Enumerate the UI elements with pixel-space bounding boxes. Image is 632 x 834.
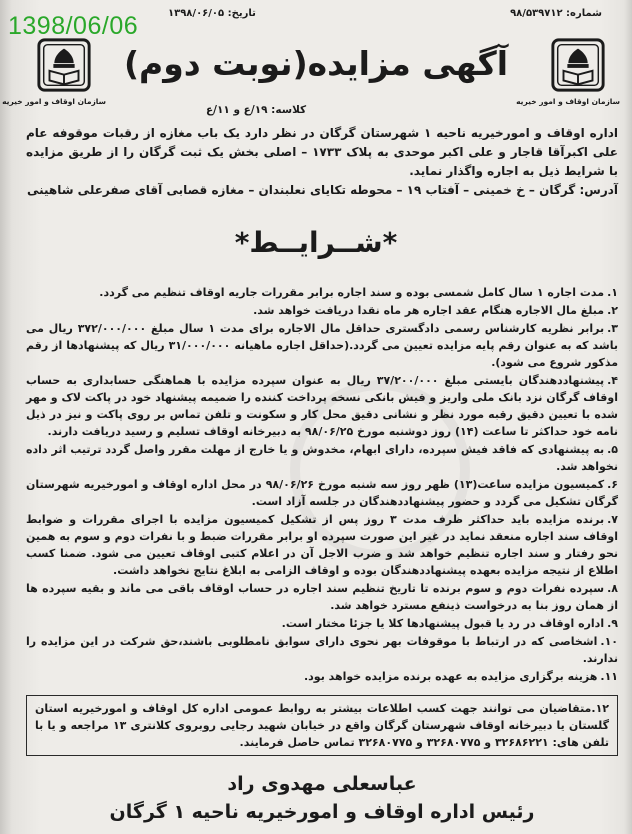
condition-text: پیشنهاددهندگان بایستی مبلغ ۳۷/۲۰۰/۰۰۰ ریال به عنوان سپرده مزایده با هماهنگی حسابداری به حساب اوقاف گرگان نزد بانک ملی واریز و فیش بانکی نسخه پرداخت کننده را ضمیمه پیشنهاد خود در پاکت لاک و مهر شده با تعیین دقیق رقبه مورد نظر و نشانی دقیق محل کار و سکونت و تلفن تماس بر روی پاکت و نیز در ذیل نامه خود حداکثر تا ساعت (۱۴) روز دوشنبه مورخ ۹۸/۰۶/۲۵ به دبیرخانه اوقاف تسلیم و رسید دریافت دارند. — [26, 374, 618, 438]
condition-number: ۸. — [607, 582, 618, 595]
condition-item — [26, 633, 618, 667]
condition-number: ۵. — [607, 443, 618, 456]
letter-number — [510, 8, 602, 19]
condition-text: سپرده نفرات دوم و سوم برنده تا تاریخ تنظیم سند اجاره در حساب اوقاف باقی می ماند و بقیه سپرده ها از همان روز بنا به درخواست ذینفع مسترد خواهد شد. — [26, 582, 618, 612]
letter-date-value: ۱۳۹۸/۰۶/۰۵ — [168, 8, 225, 19]
letter-number-value: ۹۸/۵۳۹۷۱۲ — [510, 8, 563, 19]
condition-number: ۱۱. — [600, 670, 618, 683]
address-line: آدرس: گرگان – خ خمینی – آفتاب ۱۹ – محوطه تکایای نعلبندان – مغازه قصابی آقای صفرعلی شاهینی — [26, 183, 618, 197]
file-class: کلاسه: ۱۹/ع و ۱۱/ع — [206, 104, 307, 116]
condition-number: ۷. — [607, 513, 618, 526]
condition-item — [26, 580, 618, 614]
intro-section — [26, 124, 618, 200]
letter-date-label: تاریخ: — [227, 8, 256, 19]
condition-number: ۱. — [607, 286, 618, 299]
condition-text: به پیشنهادی که فاقد فیش سپرده، دارای ابهام، مخدوش و یا خارج از مهلت مقرر واصل گردد ترتیب اثر داده نخواهد شد. — [26, 443, 618, 473]
awqaf-emblem-icon — [549, 36, 607, 94]
condition-item — [26, 302, 618, 319]
signatory-name: عباسعلی مهدوی راد — [227, 773, 417, 795]
condition-text: اشخاصی که در ارتباط با موقوفات بهر نحوی دارای سوابق نامطلوبی باشند،حق شرکت در این مزایده را ندارند. — [26, 635, 618, 665]
condition-item — [26, 668, 618, 685]
condition-item — [26, 511, 618, 579]
conditions-section — [26, 284, 618, 826]
condition-text: مدت اجاره ۱ سال کامل شمسی بوده و سند اجاره برابر مقررات جاریه اوقاف تنظیم می گردد. — [99, 286, 605, 299]
letter-date — [168, 8, 256, 19]
notice-title: آگهی مزایده(نوبت دوم) — [123, 44, 509, 83]
conditions-heading: *شــرایــط* — [234, 226, 398, 259]
signature-block — [26, 770, 618, 826]
condition-item — [26, 476, 618, 510]
awqaf-emblem-icon — [35, 36, 93, 94]
condition-item — [26, 284, 618, 301]
condition-number: ۲. — [607, 304, 618, 317]
signatory-title: رئیس اداره اوقاف و امورخیریه ناحیه ۱ گرگان — [109, 801, 535, 823]
awqaf-logo-right — [516, 36, 620, 120]
condition-number: ۴. — [607, 374, 618, 387]
condition-text: هزینه برگزاری مزایده به عهده برنده مزایده خواهد بود. — [303, 670, 598, 683]
condition-number: ۱۰. — [600, 635, 618, 648]
condition-item — [26, 615, 618, 632]
green-date-stamp: 1398/06/06 — [8, 12, 139, 40]
condition-number: ۶. — [607, 478, 619, 491]
logo-caption: سازمان اوقاف و امور خیریه — [2, 97, 106, 106]
condition-text: کمیسیون مزایده ساعت(۱۳) ظهر روز سه شنبه مورخ ۹۸/۰۶/۲۶ در محل اداره اوقاف و امورخیریه شهرستان گرگان تشکیل می گردد و حضور پیشنهاددهندگان در جلسه آزاد است. — [26, 478, 618, 508]
condition-number: ۹. — [607, 617, 618, 630]
condition-item — [26, 441, 618, 475]
condition-text: برنده مزایده باید حداکثر ظرف مدت ۳ روز پس از تشکیل کمیسیون مزایده با اجرای مقررات و ضوابط اوقاف سند اجاره منعقد نماید در غیر این صورت سپرده او برابر مقررات ضبط و با نفرات دوم و سوم به همین نحو رفتار و سند اجاره تنظیم خواهد شد و ضرب الاجل آن در اعلام کتبی اوقاف تعیین می شود. ضمنا کسب اطلاع از نتیجه مزایده بعهده پیشنهاددهندگان بوده و اوقاف الزامی به ابلاغ نتایج نخواهد داشت. — [26, 513, 618, 577]
awqaf-logo-left — [2, 36, 106, 120]
contact-text: متقاضیان می توانند جهت کسب اطلاعات بیشتر به روابط عمومی اداره کل اوقاف و امورخیریه استان گلستان یا دبیرخانه اوقاف شهرستان گرگان واقع در خیابان شهید رجایی روبروی کلانتری ۱۳ مراجعه و یا با تلفن های: ۳۲۶۸۶۲۲۱ و ۳۲۶۸۰۷۷۵ و ۳۲۶۸۰۷۷۵ تماس حاصل فرمایند. — [35, 702, 609, 749]
intro-paragraph: اداره اوقاف و امورخیریه ناحیه ۱ شهرستان گرگان در نظر دارد یک باب مغازه از رقبات موقوفه عام علی اکبرآقا قاجار و علی اکبر موحدی به پلاک ۱۷۳۳ – اصلی بخش یک ثبت گرگان را از طریق مزایده با شرایط ذیل به اجاره واگذار نماید. — [26, 126, 618, 178]
logo-caption: سازمان اوقاف و امور خیریه — [516, 97, 620, 106]
condition-item — [26, 372, 618, 440]
condition-number: ۱۲. — [591, 702, 609, 715]
condition-text: اداره اوقاف در رد یا قبول پیشنهادها کلا یا جزئا مختار است. — [281, 617, 605, 630]
condition-text: مبلغ مال الاجاره هنگام عقد اجاره هر ماه نقدا دریافت خواهد شد. — [253, 304, 605, 317]
contact-info-box — [26, 695, 618, 756]
condition-item — [26, 320, 618, 371]
condition-text: برابر نظریه کارشناس رسمی دادگستری حداقل مال الاجاره برای مدت ۱ سال مبلغ ۳۷۲/۰۰۰/۰۰۰ ریال می باشد که به عنوان رقم پایه مزایده تعیین می گردد.(حداقل اجاره ماهیانه ۳۱/۰۰۰/۰۰۰ ریال که پیشنهادها از رقم مذکور شروع می شود). — [26, 322, 618, 369]
letter-number-label: شماره: — [566, 8, 602, 19]
condition-number: ۳. — [607, 322, 618, 335]
